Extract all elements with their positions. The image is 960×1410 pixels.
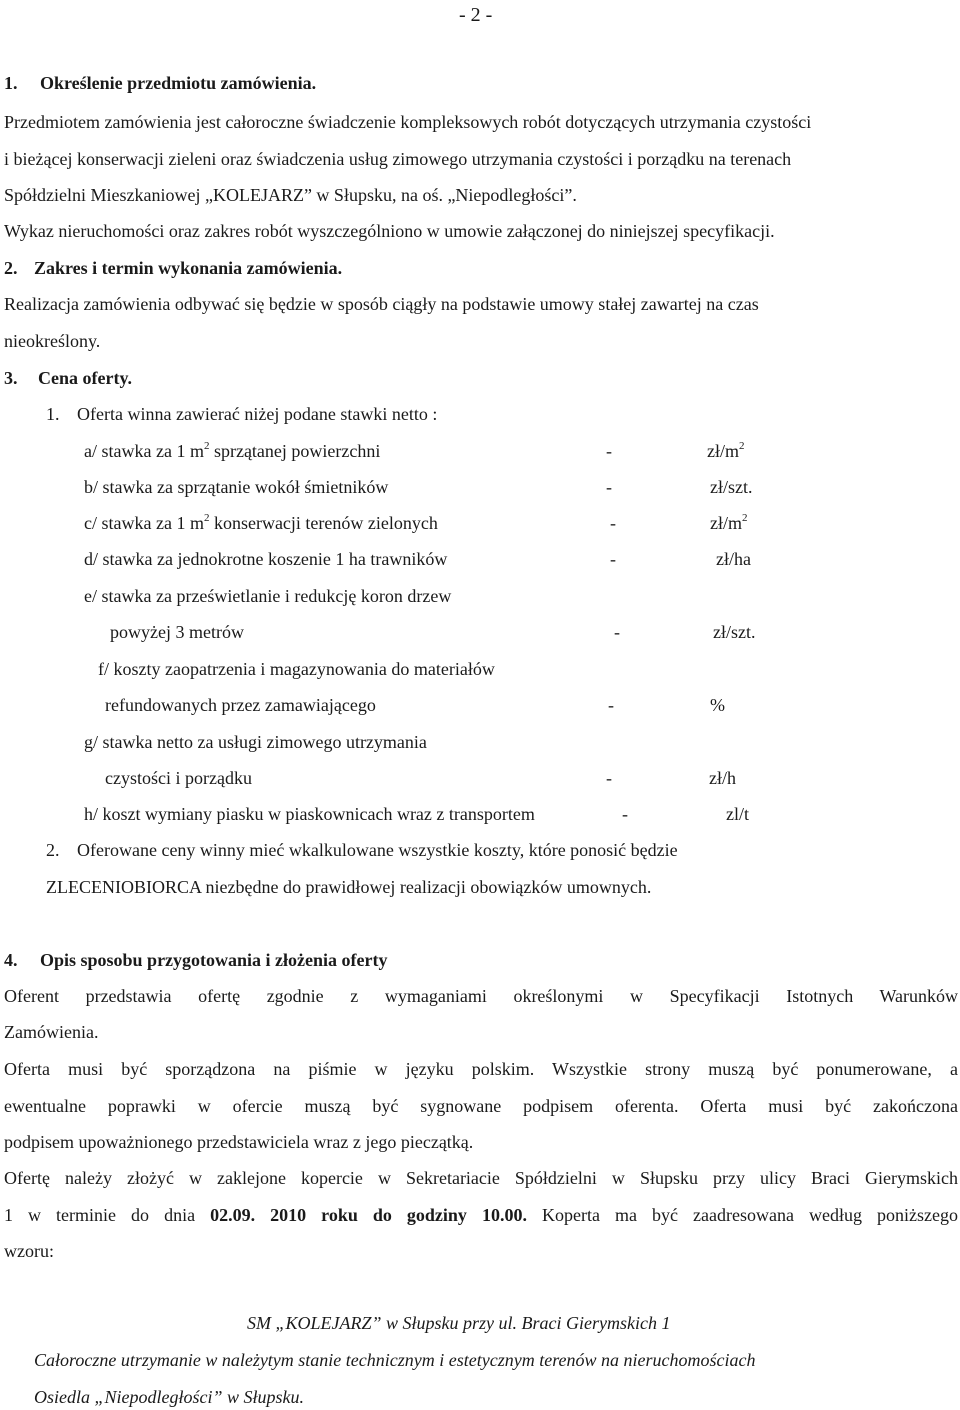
section-2-paragraph-line: nieokreślony. xyxy=(4,331,101,351)
rate-b-unit: zł/szt. xyxy=(710,477,753,497)
rate-g-dash: - xyxy=(606,768,612,788)
rate-c-label: c/ stawka za 1 $m^2$ konserwacji terenów zielonych xyxy=(84,512,438,533)
section-4-number: 4. xyxy=(4,950,18,970)
section-3-heading: Cena oferty. xyxy=(38,368,132,388)
rate-a-dash: - xyxy=(606,441,612,461)
envelope-title: Całoroczne utrzymanie w należytym stanie technicznym i estetycznym terenów na nieruchomościach xyxy=(34,1350,756,1370)
section-4-paragraph-line: Oferent przedstawia ofertę zgodnie z wymaganiami określonymi w Specyfikacji Istotnych Warunków xyxy=(4,986,958,1006)
section-4-paragraph-line: Ofertę należy złożyć w zaklejone kopercie w Sekretariacie Spółdzielni w Słupsku przy ulicy Braci Gierymskich xyxy=(4,1168,958,1188)
rate-f-label: f/ koszty zaopatrzenia i magazynowania do materiałów xyxy=(98,659,495,679)
deadline-line: 1 w terminie do dnia 02.09. 2010 roku do godziny 10.00. Koperta ma być zaadresowana według poniższego xyxy=(4,1205,958,1225)
section-4-paragraph-line: podpisem upoważnionego przedstawiciela wraz z jego pieczątką. xyxy=(4,1132,474,1152)
rate-e-unit: zł/szt. xyxy=(713,622,756,642)
section-2-paragraph-line: Realizacja zamówienia odbywać się będzie w sposób ciągły na podstawie umowy stałej zawartej na czas xyxy=(4,294,759,314)
envelope-address: SM „KOLEJARZ” w Słupsku przy ul. Braci Gierymskich 1 xyxy=(247,1313,671,1333)
rate-b-label: b/ stawka za sprzątanie wokół śmietników xyxy=(84,477,389,497)
section-1-paragraph-line: Spółdzielni Mieszkaniowej „KOLEJARZ” w Słupsku, na oś. „Niepodległości”. xyxy=(4,185,577,205)
section-4-heading: Opis sposobu przygotowania i złożenia oferty xyxy=(40,950,388,970)
item-2-text-cont: ZLECENIOBIORCA niezbędne do prawidłowej realizacji obowiązków umownych. xyxy=(46,877,652,897)
rate-b-dash: - xyxy=(606,477,612,497)
rate-d-dash: - xyxy=(610,549,616,569)
rate-e-label: e/ stawka za prześwietlanie i redukcję koron drzew xyxy=(84,586,452,606)
rate-c-dash: - xyxy=(610,513,616,533)
rate-h-label: h/ koszt wymiany piasku w piaskownicach wraz z transportem xyxy=(84,804,535,824)
rate-a-unit: $zł/m^2$ xyxy=(707,440,745,461)
section-1-paragraph-line: Przedmiotem zamówienia jest całoroczne świadczenie kompleksowych robót dotyczących utrzymania czystości xyxy=(4,112,812,132)
item-1-text: Oferta winna zawierać niżej podane stawki netto : xyxy=(77,404,438,424)
section-2-number: 2. xyxy=(4,258,18,278)
section-1-paragraph-line: i bieżącej konserwacji zieleni oraz świadczenia usług zimowego utrzymania czystości i porządku na terenach xyxy=(4,149,792,169)
item-2-text: Oferowane ceny winny mieć wkalkulowane wszystkie koszty, które ponosić będzie xyxy=(77,840,678,860)
section-4-paragraph-line: wzoru: xyxy=(4,1241,54,1261)
rate-c-unit: $zł/m^2$ xyxy=(710,512,748,533)
section-4-paragraph-line: Oferta musi być sporządzona na piśmie w języku polskim. Wszystkie strony muszą być ponumerowane, a xyxy=(4,1059,958,1079)
section-1-number: 1. xyxy=(4,73,18,93)
rate-f-dash: - xyxy=(608,695,614,715)
section-1-paragraph-2: Wykaz nieruchomości oraz zakres robót wyszczególniono w umowie załączonej do niniejszej specyfikacji. xyxy=(4,221,775,241)
rate-h-dash: - xyxy=(622,804,628,824)
rate-f-unit: % xyxy=(710,695,725,715)
rate-h-unit: zl/t xyxy=(726,804,749,824)
section-1-heading: Określenie przedmiotu zamówienia. xyxy=(40,73,317,93)
deadline-date: 02.09. 2010 roku do godziny 10.00. xyxy=(210,1205,527,1225)
rate-g-label: g/ stawka netto za usługi zimowego utrzymania xyxy=(84,732,427,752)
rate-a-label: a/ stawka za 1 $m^2$ sprzątanej powierzchni xyxy=(84,440,381,461)
rate-f-label-cont: refundowanych przez zamawiającego xyxy=(105,695,376,715)
rate-d-unit: zł/ha xyxy=(716,549,751,569)
page-number: - 2 - xyxy=(459,4,493,26)
rate-g-label-cont: czystości i porządku xyxy=(105,768,252,788)
rate-d-label: d/ stawka za jednokrotne koszenie 1 ha trawników xyxy=(84,549,448,569)
item-2-number: 2. xyxy=(46,840,60,860)
section-4-paragraph-line: ewentualne poprawki w ofercie muszą być sygnowane podpisem oferenta. Oferta musi być zakończona xyxy=(4,1096,958,1116)
section-2-heading: Zakres i termin wykonania zamówienia. xyxy=(34,258,343,278)
item-1-number: 1. xyxy=(46,404,60,424)
rate-e-dash: - xyxy=(614,622,620,642)
rate-g-unit: zł/h xyxy=(709,768,736,788)
section-4-paragraph-line: Zamówienia. xyxy=(4,1022,99,1042)
rate-e-label-cont: powyżej 3 metrów xyxy=(110,622,244,642)
section-3-number: 3. xyxy=(4,368,18,388)
envelope-title-cont: Osiedla „Niepodległości” w Słupsku. xyxy=(34,1387,304,1407)
